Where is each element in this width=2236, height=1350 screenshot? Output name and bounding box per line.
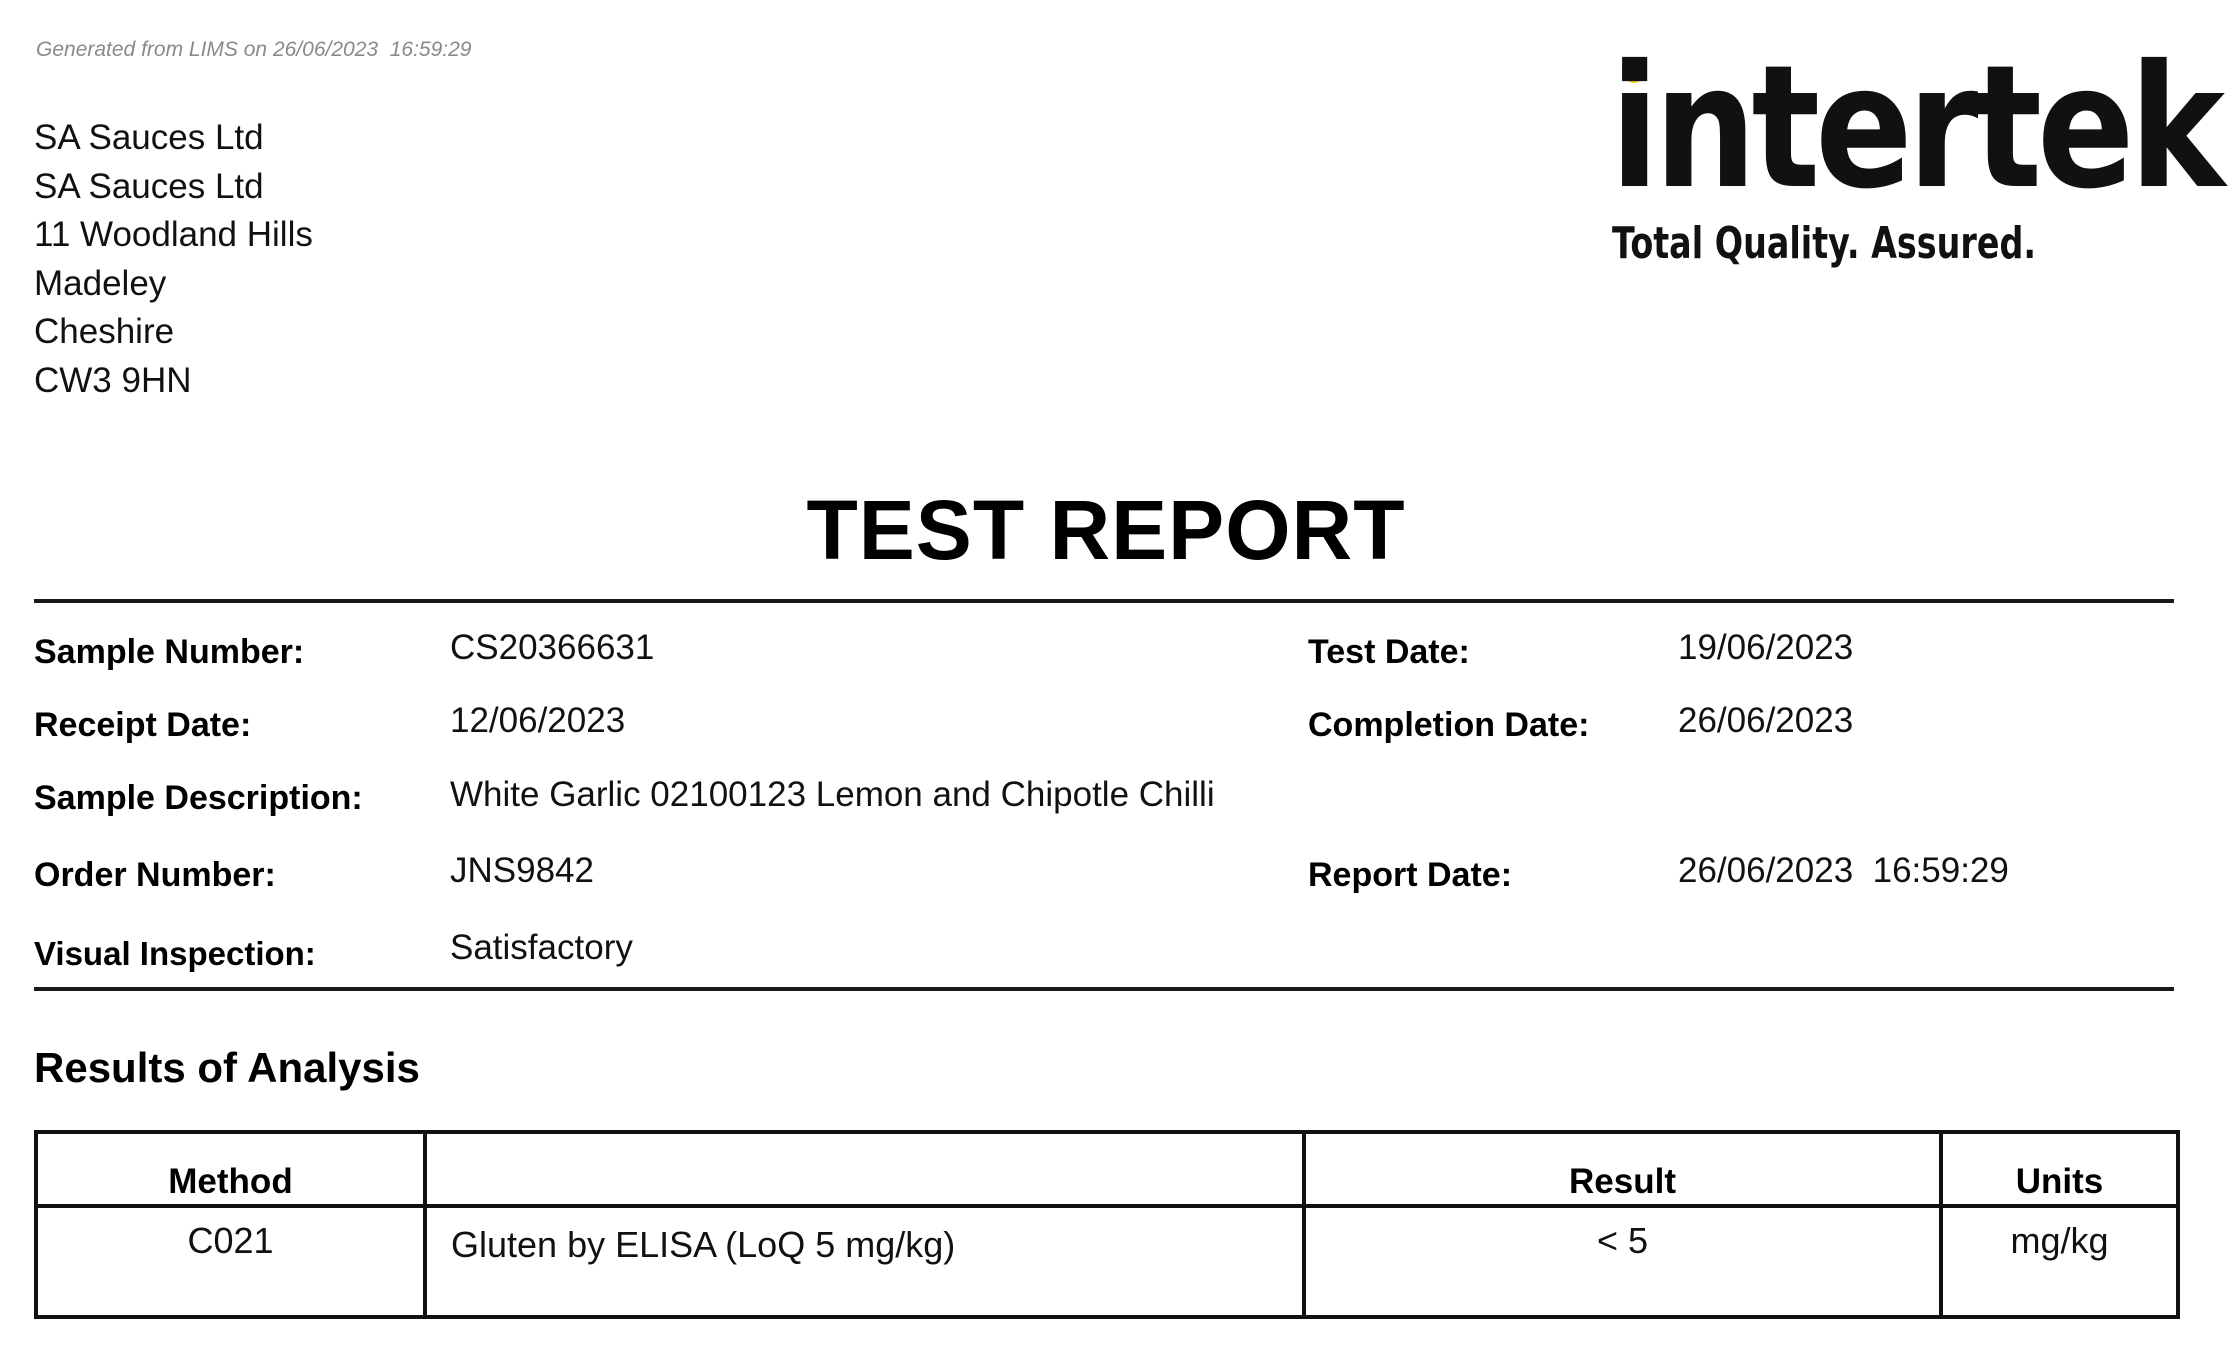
visual-inspection-value: Satisfactory bbox=[450, 928, 633, 967]
receipt-date-value: 12/06/2023 bbox=[450, 701, 626, 740]
column-header-description bbox=[425, 1132, 1304, 1206]
sample-number-value: CS20366631 bbox=[450, 628, 655, 667]
order-number-value: JNS9842 bbox=[450, 851, 594, 890]
intertek-logo bbox=[1610, 50, 2230, 280]
receipt-date-label: Receipt Date: bbox=[34, 706, 252, 744]
divider-bottom bbox=[34, 987, 2174, 991]
sample-description-label: Sample Description: bbox=[34, 779, 363, 817]
units-cell: mg/kg bbox=[1941, 1206, 2178, 1317]
completion-date-value: 26/06/2023 bbox=[1678, 701, 1854, 740]
address-line: 11 Woodland Hills bbox=[34, 215, 313, 255]
address-line: Madeley bbox=[34, 263, 167, 303]
address-line: Cheshire bbox=[34, 312, 175, 352]
method-cell: C021 bbox=[36, 1206, 425, 1317]
report-date-value: 26/06/2023 16:59:29 bbox=[1678, 851, 2009, 890]
address-line: SA Sauces Ltd bbox=[34, 166, 264, 206]
sample-number-label: Sample Number: bbox=[34, 633, 305, 671]
completion-date-label: Completion Date: bbox=[1308, 706, 1590, 744]
divider-top bbox=[34, 599, 2174, 603]
address-line: CW3 9HN bbox=[34, 360, 192, 400]
address-line: SA Sauces Ltd bbox=[34, 118, 264, 157]
column-header-method: Method bbox=[36, 1132, 425, 1206]
logo-tagline: Total Quality. Assured. bbox=[1612, 218, 2036, 269]
column-header-units: Units bbox=[1941, 1132, 2178, 1206]
result-cell: < 5 bbox=[1304, 1206, 1941, 1317]
column-header-result: Result bbox=[1304, 1132, 1941, 1206]
generated-note: Generated from LIMS on 26/06/2023 16:59:29 bbox=[36, 38, 472, 61]
test-date-value: 19/06/2023 bbox=[1678, 628, 1854, 667]
table-row bbox=[36, 1206, 2178, 1317]
report-date-label: Report Date: bbox=[1308, 856, 1513, 894]
report-title: TEST REPORT bbox=[806, 483, 1406, 577]
results-header-row bbox=[36, 1132, 2178, 1206]
recipient-address bbox=[34, 114, 313, 406]
visual-inspection-label: Visual Inspection: bbox=[34, 935, 316, 972]
results-heading: Results of Analysis bbox=[34, 1044, 420, 1091]
results-table bbox=[34, 1130, 2180, 1319]
description-cell: Gluten by ELISA (LoQ 5 mg/kg) bbox=[425, 1206, 1304, 1317]
order-number-label: Order Number: bbox=[34, 856, 276, 894]
test-date-label: Test Date: bbox=[1308, 633, 1470, 671]
sample-description-value: White Garlic 02100123 Lemon and Chipotle Chilli bbox=[450, 775, 1215, 814]
logo-wordmark: intertek bbox=[1610, 50, 2229, 227]
